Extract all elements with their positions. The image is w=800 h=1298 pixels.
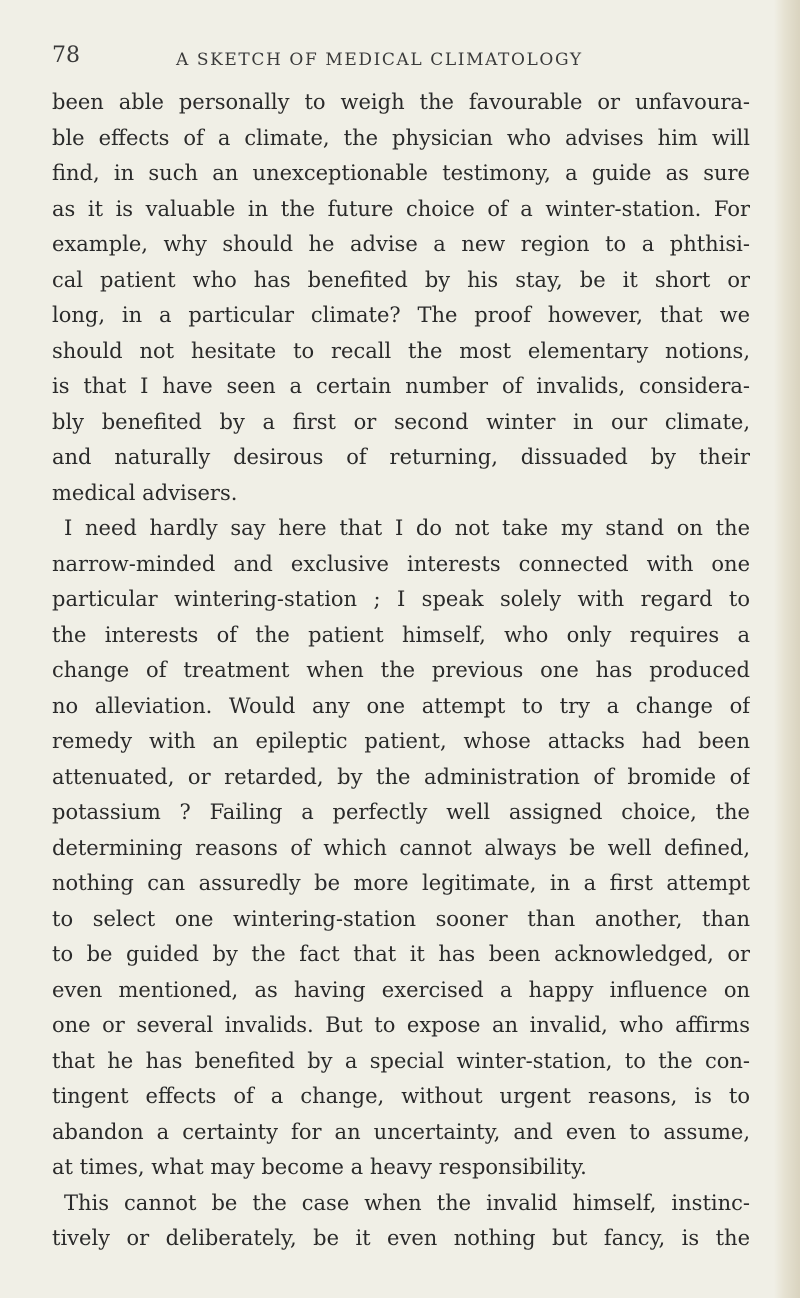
text-line: potassium ? Failing a perfectly well assigned choice, the <box>52 800 750 824</box>
text-line: narrow-minded and exclusive interests connected with one <box>52 551 750 576</box>
page-header <box>52 40 752 72</box>
text-line: one or several invalids. But to expose an invalid, who affirms <box>52 1013 750 1037</box>
text-line: should not hesitate to recall the most elementary notions, <box>52 338 750 363</box>
text-line: nothing can assuredly be more legitimate, in a first attempt <box>52 871 750 895</box>
text-line: at times, what may become a heavy responsibility. <box>52 1155 587 1179</box>
text-line: example, why should he advise a new region to a phthisi- <box>52 232 750 256</box>
text-line: long, in a particular climate? The proof however, that we <box>52 303 750 327</box>
text-line: no alleviation. Would any one attempt to try a change of <box>52 693 750 718</box>
text-line: tingent effects of a change, without urgent reasons, is to <box>52 1084 750 1108</box>
text-line: been able personally to weigh the favourable or unfavoura- <box>52 90 750 114</box>
text-line: abandon a certainty for an uncertainty, and even to assume, <box>52 1119 750 1144</box>
text-line: tively or deliberately, be it even nothing but fancy, is the <box>52 1226 750 1250</box>
text-line: I need hardly say here that I do not take my stand on the <box>64 516 750 540</box>
text-line: cal patient who has benefited by his stay, be it short or <box>52 267 750 292</box>
text-line: remedy with an epileptic patient, whose attacks had been <box>52 729 750 753</box>
text-line: particular wintering-station ; I speak solely with regard to <box>52 587 750 611</box>
text-line: determining reasons of which cannot always be well defined, <box>52 835 750 860</box>
text-line: medical advisers. <box>52 480 238 505</box>
text-line: bly benefited by a first or second winter in our climate, <box>52 409 750 434</box>
text-line: as it is valuable in the future choice of a winter-station. For <box>52 196 750 221</box>
text-line: is that I have seen a certain number of invalids, considera- <box>52 374 750 398</box>
text-line: ble effects of a climate, the physician who advises him will <box>52 125 750 150</box>
text-line: attenuated, or retarded, by the administration of bromide of <box>52 764 750 789</box>
page-edge-shadow <box>774 0 800 1298</box>
running-head: A SKETCH OF MEDICAL CLIMATOLOGY <box>176 50 583 70</box>
text-line: change of treatment when the previous one has produced <box>52 658 750 682</box>
text-line: to select one wintering-station sooner than another, than <box>52 906 750 931</box>
text-line: that he has benefited by a special winter-station, to the con- <box>52 1048 750 1073</box>
text-line: to be guided by the fact that it has been acknowledged, or <box>52 942 750 966</box>
body-text <box>52 85 750 1257</box>
text-line: This cannot be the case when the invalid himself, instinc- <box>64 1190 750 1215</box>
text-line: even mentioned, as having exercised a happy influence on <box>52 977 750 1002</box>
text-line: and naturally desirous of returning, dissuaded by their <box>52 445 750 469</box>
text-line: find, in such an unexceptionable testimony, a guide as sure <box>52 161 750 185</box>
text-line: the interests of the patient himself, who only requires a <box>52 622 750 647</box>
page-number: 78 <box>52 43 80 68</box>
